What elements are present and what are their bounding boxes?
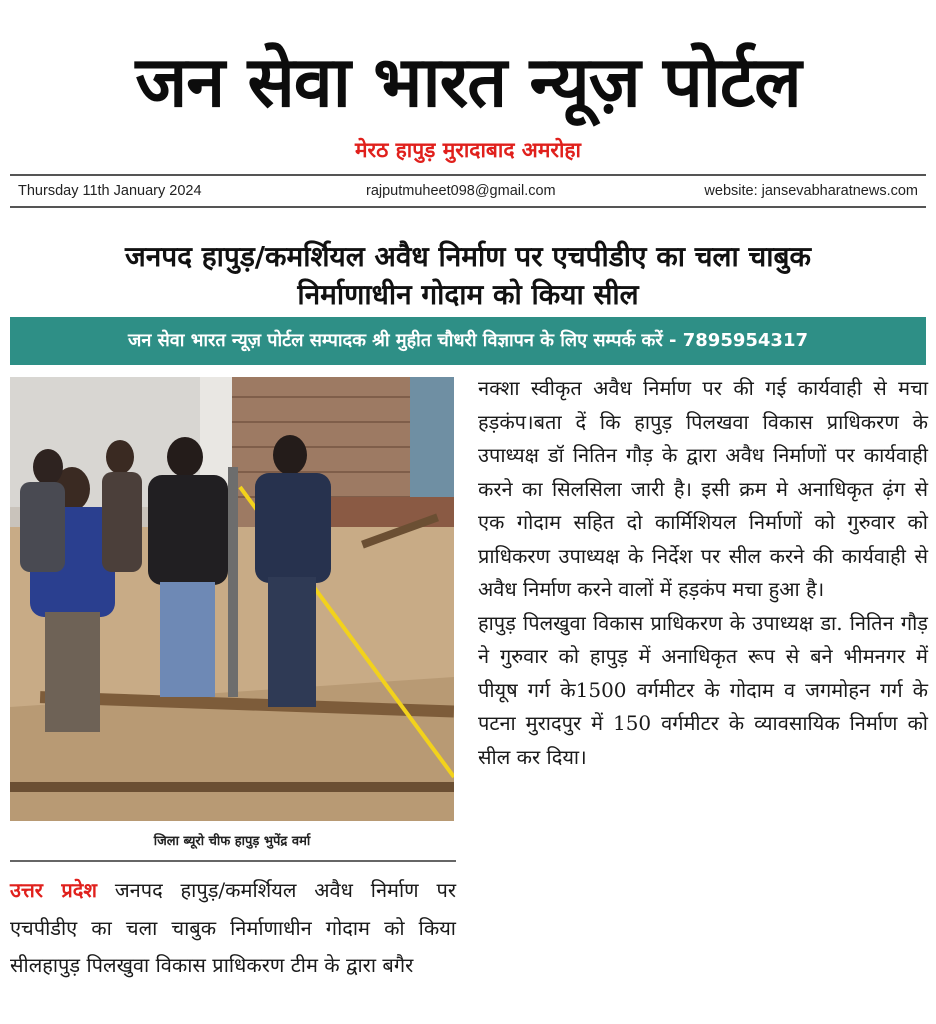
article-paragraph-2: हापुड़ पिलखुवा विकास प्राधिकरण के उपाध्यक्ष डा. नितिन गौड़ ने गुरुवार को हापुड़ में अनाधिकृत रूप से बने भीमनगर में पीयूष गर्ग के1500 वर्गमीटर के गोदाम व जगमोहन गर्ग के पटना मुरादपुर में 150 वर्गमीटर के व्यावसायिक निर्माण को सील कर दिया। xyxy=(478,610,928,769)
top-divider xyxy=(10,174,926,176)
photo-caption: जिला ब्यूरो चीफ हापुड़ भुपेंद्र वर्मा xyxy=(153,834,311,849)
headline-line-2: निर्माणाधीन गोदाम को किया सील xyxy=(297,278,639,311)
info-bar xyxy=(18,178,918,204)
article-paragraph-1: नक्शा स्वीकृत अवैध निर्माण पर की गई कार्यवाही से मचा हड़कंप।बता दें कि हापुड़ पिलखवा विकास प्राधिकरण के उपाध्यक्ष डॉ नितिन गौड़ के द्वारा अवैध निर्माणों पर कार्यवाही करने का सिलसिला जारी है। इसी क्रम मे अनाधिकृत ढ़ंग से एक गोदाम सहित दो कार्मिशियल निर्माणों को गुरुवार को प्राधिकरण उपाध्यक्ष के निर्देश पर सील करने की कार्यवाही से अवैध निर्माण करने वालों में हड़कंप मचा हुआ है। xyxy=(478,376,928,601)
dateline-label: उत्तर प्रदेश xyxy=(10,878,97,902)
intro-text: जनपद हापुड़/कमर्शियल अवैध निर्माण पर एचपीडीए का चला चाबुक निर्माणाधीन गोदाम को किया सीलहापुड़ पिलखुवा विकास प्राधिकरण टीम के द्वारा बगैर xyxy=(10,878,457,977)
caption-divider xyxy=(10,860,456,862)
news-photo xyxy=(10,377,454,821)
contact-email: rajputmuheet098@gmail.com xyxy=(366,183,556,199)
bottom-divider xyxy=(10,206,926,208)
website-address: website: jansevabharatnews.com xyxy=(704,183,918,199)
masthead-subheading: मेरठ हापुड़ मुरादाबाद अमरोहा xyxy=(354,138,581,162)
news-photo-illustration xyxy=(10,377,454,821)
headline-line-1: जनपद हापुड़/कमर्शियल अवैध निर्माण पर एचपीडीए का चला चाबुक xyxy=(124,240,812,273)
advert-banner xyxy=(10,317,926,365)
issue-date: Thursday 11th January 2024 xyxy=(18,183,202,199)
advert-banner-text: जन सेवा भारत न्यूज़ पोर्टल सम्पादक श्री मुहीत चौधरी विज्ञापन के लिए सम्पर्क करें - 7895954317 xyxy=(128,330,808,351)
article-intro-column xyxy=(10,872,456,985)
article-body-column xyxy=(478,372,928,774)
article-headline xyxy=(0,238,936,314)
masthead-title: जन सेवा भारत न्यूज़ पोर्टल xyxy=(135,41,801,123)
